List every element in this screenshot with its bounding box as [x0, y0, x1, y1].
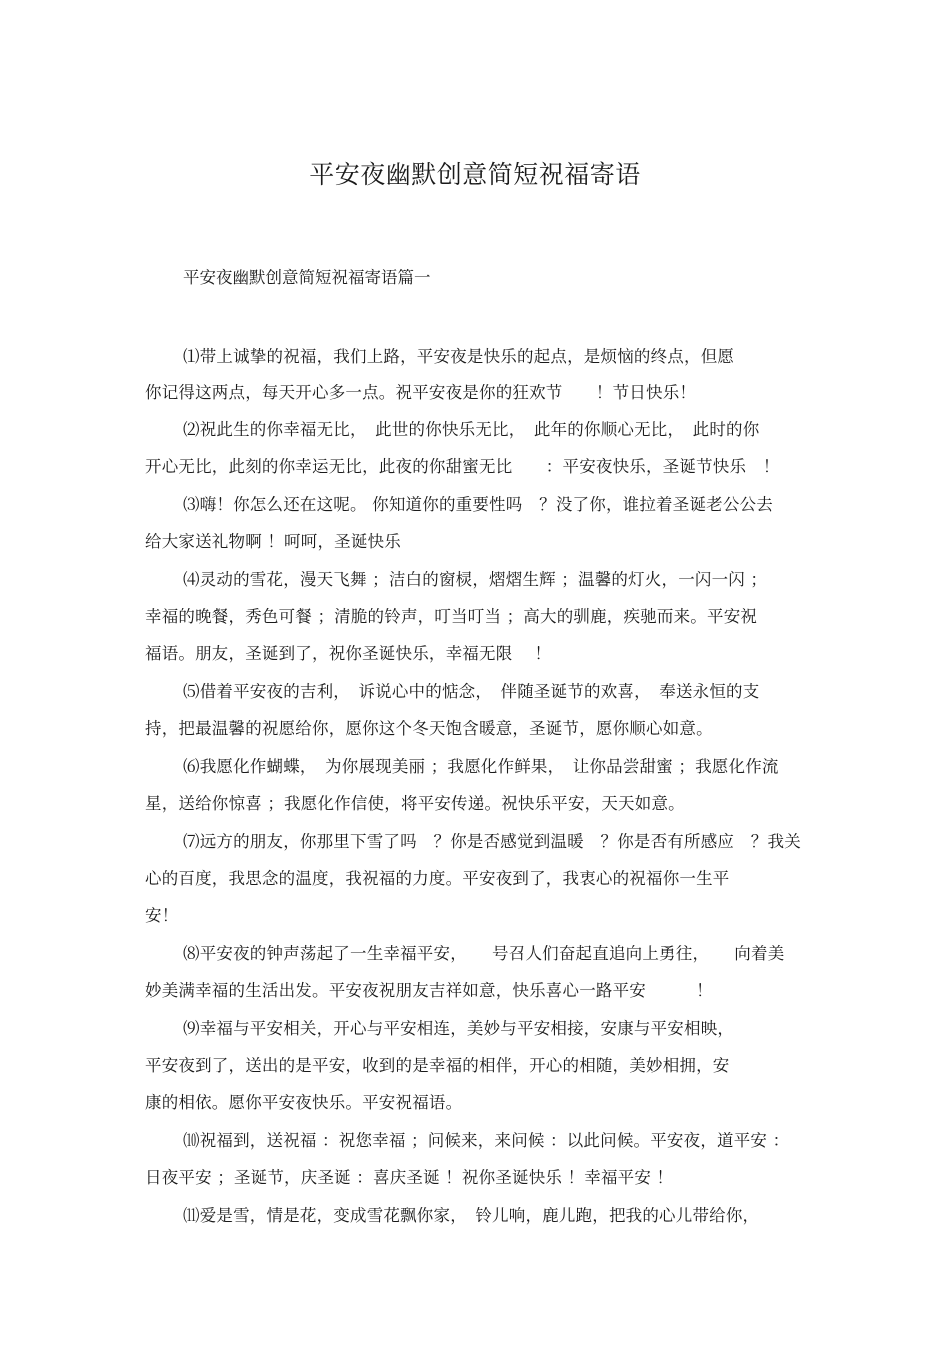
paragraph-line: ⑺远方的朋友，你那里下雪了吗 ？你是否感觉到温暖 ？你是否有所感应 ？我关	[183, 832, 801, 851]
paragraph-line: 星，送给你惊喜 ；我愿化作信使，将平安传递。祝快乐平安，天天如意。	[145, 794, 685, 813]
paragraph-line: 持，把最温馨的祝愿给你，愿你这个冬天饱含暖意，圣诞节，愿你顺心如意。	[145, 719, 713, 738]
paragraph-line: 你记得这两点，每天开心多一点。祝平安夜是你的狂欢节 ！节日快乐！	[145, 383, 697, 402]
paragraph-line: 日夜平安 ；圣诞节，庆圣诞 ：喜庆圣诞 ！祝你圣诞快乐 ！幸福平安 ！	[145, 1168, 674, 1187]
document-title: 平安夜幽默创意简短祝福寄语	[309, 160, 641, 189]
paragraph-line: ⑴带上诚挚的祝福，我们上路，平安夜是快乐的起点，是烦恼的终点，但愿	[183, 347, 735, 366]
paragraph-line: 安！	[145, 906, 179, 925]
paragraph-line: 心的百度，我思念的温度，我祝福的力度。平安夜到了，我衷心的祝福你一生平	[145, 869, 730, 888]
section-heading: 平安夜幽默创意简短祝福寄语篇一	[183, 268, 431, 287]
paragraph-line: 开心无比，此刻的你幸运无比，此夜的你甜蜜无比 ：平安夜快乐，圣诞节快乐 ！	[145, 457, 780, 476]
paragraph-line: ⑽祝福到，送祝福 ：祝您幸福 ；问候来，来问候 ：以此问候。平安夜，道平安 ：	[183, 1131, 790, 1150]
paragraph-line: ⑻平安夜的钟声荡起了一生幸福平安， 号召人们奋起直追向上勇往， 向着美	[183, 944, 785, 963]
paragraph-line: 给大家送礼物啊 ！呵呵，圣诞快乐	[145, 532, 401, 551]
paragraph-line: 平安夜到了，送出的是平安，收到的是幸福的相伴，开心的相随，美妙相拥，安	[145, 1056, 730, 1075]
paragraph-line: 福语。朋友，圣诞到了，祝你圣诞快乐，幸福无限 ！	[145, 644, 552, 663]
paragraph-line: ⑼幸福与平安相关，开心与平安相连，美妙与平安相接，安康与平安相映，	[183, 1019, 735, 1038]
paragraph-line: 妙美满幸福的生活出发。平安夜祝朋友吉祥如意，快乐喜心一路平安 ！	[145, 981, 713, 1000]
paragraph-line: ⑸借着平安夜的吉利， 诉说心中的惦念， 伴随圣诞节的欢喜， 奉送永恒的支	[183, 682, 760, 701]
paragraph-line: ⑷灵动的雪花，漫天飞舞 ；洁白的窗棂，熠熠生辉 ；温馨的灯火，一闪一闪 ；	[183, 570, 768, 589]
paragraph-line: ⑾爱是雪，情是花，变成雪花飘你家， 铃儿响，鹿儿跑，把我的心儿带给你，	[183, 1206, 760, 1225]
paragraph-line: ⑹我愿化作蝴蝶， 为你展现美丽 ；我愿化作鲜果， 让你品尝甜蜜 ；我愿化作流	[183, 757, 779, 776]
paragraph-line: 康的相依。愿你平安夜快乐。平安祝福语。	[145, 1093, 463, 1112]
paragraph-line: 幸福的晚餐，秀色可餐 ；清脆的铃声，叮当叮当 ；高大的驯鹿，疾驰而来。平安祝	[145, 607, 758, 626]
paragraph-line: ⑶嗨！你怎么还在这呢。 你知道你的重要性吗 ？没了你，谁拉着圣诞老公公去	[183, 495, 773, 514]
paragraph-line: ⑵祝此生的你幸福无比， 此世的你快乐无比， 此年的你顺心无比， 此时的你	[183, 420, 760, 439]
